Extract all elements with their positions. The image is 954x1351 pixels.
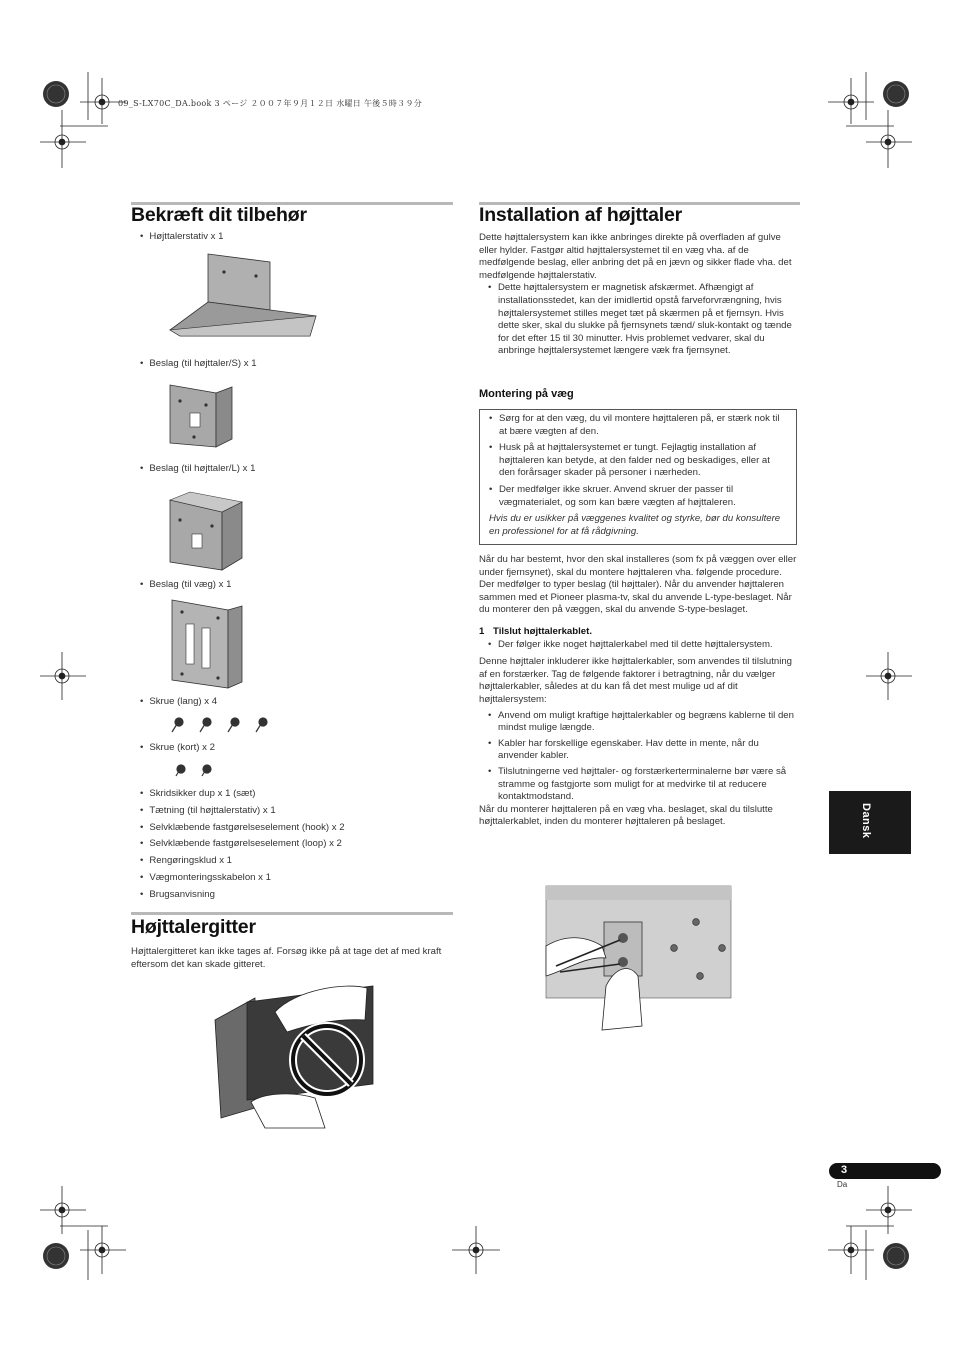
- wall-bracket-illustration: [168, 598, 248, 690]
- caution-italic-note: Hvis du er usikker på væggenes kvalitet og styrke, bør du konsultere en professionel for at få rådgivning.: [489, 513, 781, 537]
- page-number: 3: [841, 1164, 848, 1176]
- wall-mount-body: [479, 554, 801, 829]
- caution-bullet: • Der medfølger ikke skruer. Anvend skruer der passer til vægmaterialet, og som kan bære vægten af højttaleren.: [488, 484, 788, 509]
- speaker-cable-illustration: [546, 886, 732, 1031]
- intro-paragraph: Dette højttalersystem kan ikke anbringes direkte på overfladen af gulve eller hylder. Fastgør altid højttalersystemet til en væg vha. af de medfølgende beslag, eller anbring det på en jævn og sikker flade vha. det medfølgende højttalerstativ.: [479, 232, 792, 281]
- section-title-grille: Højttalergitter: [131, 916, 256, 938]
- cable-bullet: • Anvend om muligt kraftige højttalerkabler og begræns kablerne til den mindst mulige længde.: [487, 710, 801, 735]
- short-screws-illustration: [172, 763, 222, 781]
- paragraph: Der medfølger to typer beslag (til højttaler). Når du anvender højttaleren sammen med et Pioneer plasma-tv, skal du anvende L-type-beslaget. Når du monterer den på væggen, skal du anvende S-type-beslaget.: [479, 579, 792, 616]
- step-bullet: • Der følger ikke noget højttalerkabel med til dette højttalersystem.: [487, 639, 801, 652]
- intro-bullet: • Dette højttalersystem er magnetisk afskærmet. Afhængigt af installationsstedet, kan der imidlertid opstå farveforvrængning, hvis højttalersystemet stilles meget tæt på skærmen på et fjernsyn. Hvis dette sker, skal du slukke på fjernsynets tænd/ sluk-kontakt og tænde for det efter 15 til 30 minutter. Hvis problemet vedvarer, skal du anbringe højttalersystemet længere væk fra fjernsynet.: [487, 282, 801, 358]
- language-tab-label: Dansk: [860, 803, 872, 839]
- section-title-accessories: Bekræft dit tilbehør: [131, 204, 307, 226]
- caution-bullet: • Husk på at højttalersystemet er tungt. Fejlagtig installation af højttaleren kan betyde, at den falder ned og beskadiges, eller at den forårsager skader på personer i nærheden.: [488, 442, 788, 480]
- long-screws-illustration: [170, 716, 270, 736]
- list-item: • Selvklæbende fastgørelseselement (loop) x 2: [140, 836, 345, 853]
- accessory-item: • Beslag (til højttaler/L) x 1: [140, 463, 255, 474]
- page-number-pill: [829, 1163, 941, 1179]
- step-heading: [479, 626, 801, 639]
- caution-box: [479, 409, 797, 545]
- list-item: • Selvklæbende fastgørelseselement (hook) x 2: [140, 820, 345, 837]
- list-item: • Vægmonteringsskabelon x 1: [140, 870, 345, 887]
- subheading-wall-mount: Montering på væg: [479, 388, 574, 400]
- accessory-item: • Højttalerstativ x 1: [140, 231, 223, 242]
- step-title: Tilslut højttalerkablet.: [493, 625, 592, 637]
- section-rule: [131, 912, 453, 915]
- bracket-s-illustration: [168, 381, 238, 453]
- step-number: 1: [479, 625, 485, 637]
- language-tab: [829, 791, 911, 854]
- accessory-item: • Skrue (lang) x 4: [140, 696, 217, 707]
- speaker-stand-illustration: [170, 252, 320, 342]
- grille-body: Højttalergitteret kan ikke tages af. Forsøg ikke på at tage det af med kraft eftersom det kan skade gitteret.: [131, 946, 442, 970]
- section-title-installation: Installation af højttaler: [479, 204, 683, 226]
- print-header: 09_S-LX70C_DA.book 3 ページ ２００７年９月１２日 水曜日 午後５時３９分: [118, 99, 423, 108]
- installation-intro: [479, 232, 801, 358]
- paragraph: Denne højttaler inkluderer ikke højttalerkabler, som anvendes til tilslutning af en forstærker. Tag de følgende faktorer i betragtning, når du vælger højttalerkabler, således at du kan få det mest mulige ud af dit højttalersystem:: [479, 656, 793, 705]
- accessory-list: [140, 786, 345, 904]
- page-language-code: Da: [837, 1180, 848, 1189]
- paragraph: Når du monterer højttaleren på en væg vha. beslaget, skal du tilslutte højttalerkablet, inden du monterer højttaleren på beslaget.: [479, 803, 773, 828]
- accessory-item: • Beslag (til højttaler/S) x 1: [140, 358, 257, 369]
- grille-warning-illustration: [215, 980, 375, 1130]
- list-item: • Skridsikker dup x 1 (sæt): [140, 786, 345, 803]
- caution-bullet: • Sørg for at den væg, du vil montere højttaleren på, er stærk nok til at bære vægten af den.: [488, 413, 788, 438]
- list-item: • Tætning (til højttalerstativ) x 1: [140, 803, 345, 820]
- paragraph: Når du har bestemt, hvor den skal installeres (som fx på væggen over eller under fjernsynet), skal du montere højttaleren vha. følgende procedure.: [479, 554, 797, 578]
- accessory-item: • Skrue (kort) x 2: [140, 742, 215, 753]
- list-item: • Rengøringsklud x 1: [140, 853, 345, 870]
- bracket-l-illustration: [168, 492, 248, 572]
- list-item: • Brugsanvisning: [140, 887, 345, 904]
- cable-bullet: • Tilslutningerne ved højttaler- og forstærkerterminalerne bør være så stramme og fastgjorte som muligt for at medvirke til at reducere kontaktmodstand.: [487, 766, 801, 804]
- accessory-item: • Beslag (til væg) x 1: [140, 579, 231, 590]
- cable-bullet: • Kabler har forskellige egenskaber. Hav dette in mente, når du anvender kabler.: [487, 738, 801, 763]
